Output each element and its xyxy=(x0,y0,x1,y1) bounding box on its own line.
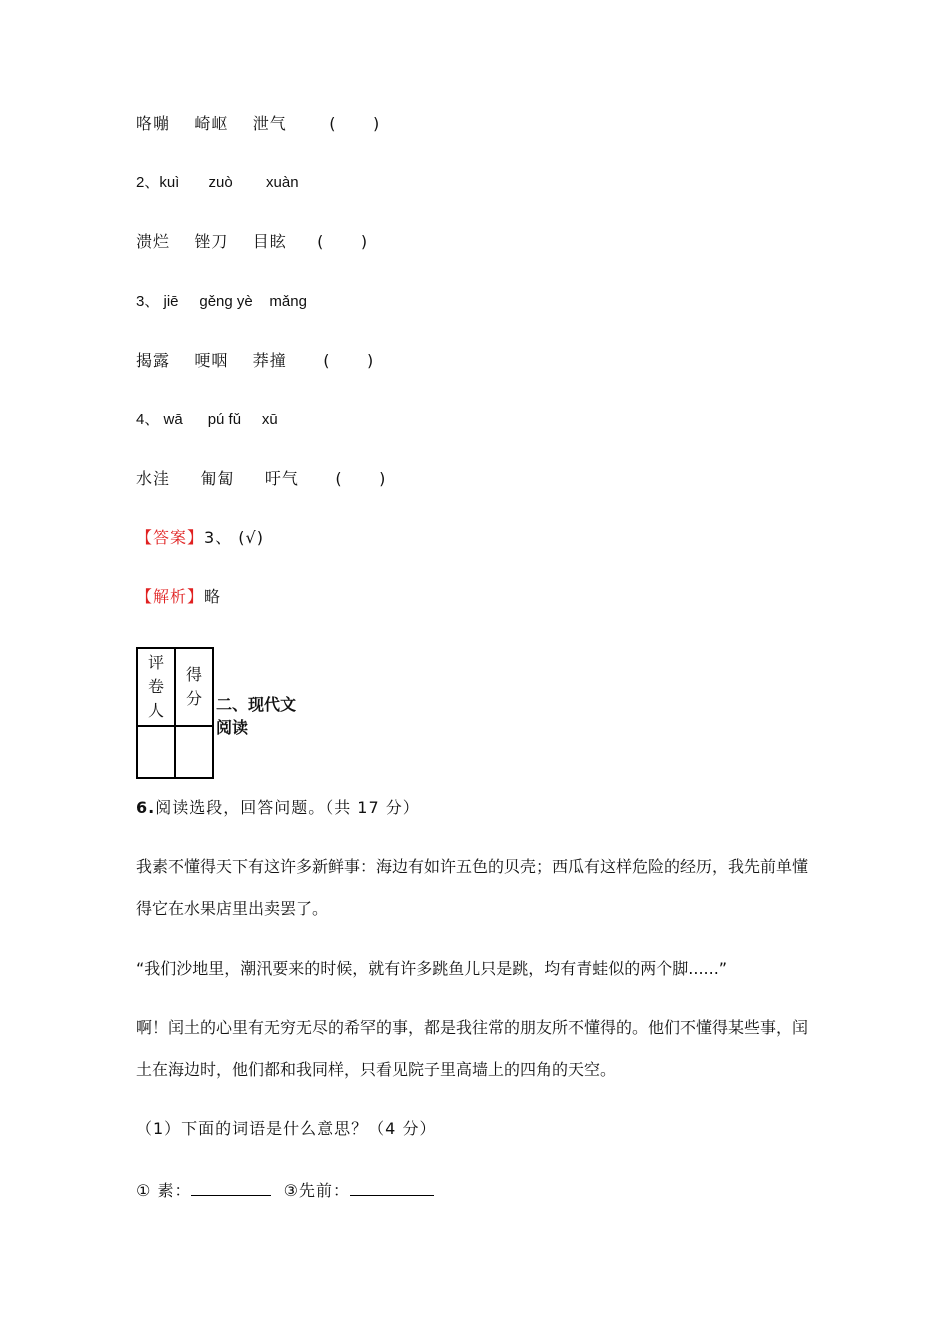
question-text: 阅读选段，回答问题。（共 17 分） xyxy=(155,798,420,817)
sub-question: （1）下面的词语是什么意思？（4 分） xyxy=(136,1119,437,1138)
analysis-text: 略 xyxy=(204,587,222,606)
pinyin-text: wā pú fǔ xū xyxy=(159,411,278,428)
item-number: 2、 xyxy=(136,174,160,191)
answer-blank-xianqian[interactable] xyxy=(350,1179,434,1196)
analysis-line xyxy=(136,587,221,607)
score-entry-cell[interactable] xyxy=(175,726,213,778)
score-label: 得分 xyxy=(185,665,202,708)
score-header-cell xyxy=(175,648,213,726)
answer-blank-su[interactable] xyxy=(191,1179,271,1196)
question-heading xyxy=(136,798,420,818)
item-pinyin-2 xyxy=(136,173,299,193)
section-title: 二、现代文阅读 xyxy=(216,695,297,737)
analysis-label: 【解析】 xyxy=(136,587,205,606)
circled-one-marker: ① xyxy=(136,1181,152,1200)
reviewer-entry-cell[interactable] xyxy=(137,726,175,778)
passage-paragraph-2: “我们沙地里，潮汛要来的时候，就有许多跳鱼儿只是跳，均有青蛙似的两个脚......” xyxy=(136,959,728,978)
item-words-2: 溃烂 锉刀 目眩 ( ) xyxy=(136,232,369,251)
item-pinyin-4 xyxy=(136,410,278,430)
item-words-4: 水洼 匍匐 吁气 ( ) xyxy=(136,469,387,488)
fill-in-line xyxy=(136,1179,434,1201)
pinyin-text: kuì zuò xuàn xyxy=(159,174,299,191)
score-table xyxy=(136,647,214,779)
pinyin-text: jiē gěng yè mǎng xyxy=(159,293,307,310)
passage-paragraph-3: 啊！闰土的心里有无穷无尽的希罕的事，都是我往常的朋友所不懂得的。他们不懂得某些事，闰土在海边时，他们都和我同样，只看见院子里高墙上的四角的天空。 xyxy=(136,1018,809,1079)
passage-paragraph-1: 我素不懂得天下有这许多新鲜事：海边有如许五色的贝壳；西瓜有这样危险的经历，我先前单懂得它在水果店里出卖罢了。 xyxy=(136,857,809,918)
item-number: 3、 xyxy=(136,293,160,310)
answer-text: 3、 (√) xyxy=(204,528,264,547)
reviewer-label: 评卷人 xyxy=(147,653,164,720)
item-words-3: 揭露 哽咽 莽撞 ( ) xyxy=(136,351,375,370)
circled-three-marker: ③ xyxy=(283,1181,299,1200)
answer-line xyxy=(136,528,264,548)
fill-label-su: 素： xyxy=(157,1181,192,1200)
question-number: 6. xyxy=(136,798,156,817)
item-words-1: 咯嘣 崎岖 泄气 ( ) xyxy=(136,114,381,133)
reviewer-header-cell xyxy=(137,648,175,726)
item-pinyin-3 xyxy=(136,292,307,312)
answer-label: 【答案】 xyxy=(136,528,205,547)
item-number: 4、 xyxy=(136,411,160,428)
fill-label-xianqian: 先前： xyxy=(298,1181,350,1200)
